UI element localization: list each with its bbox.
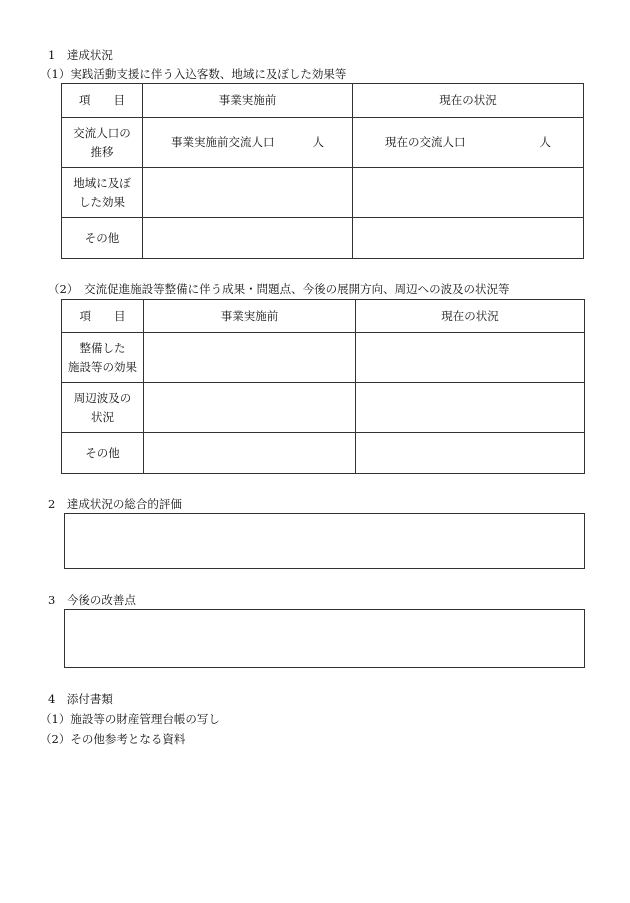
table-row [62,433,585,474]
header-before: 事業実施前 [143,84,353,118]
cell-before-facility-effect[interactable] [144,333,356,383]
header-item: 項 目 [62,84,143,118]
cell-current-facility-effect[interactable] [356,333,585,383]
cell-before-visitors[interactable] [143,118,353,168]
cell-current-visitors[interactable] [353,118,584,168]
table-row [62,118,584,168]
row-label-other: その他 [62,218,143,259]
attachment-item-1: （1）施設等の財産管理台帳の写し [40,712,220,726]
before-visitors-unit: 人 [312,135,324,149]
current-visitors-unit: 人 [539,135,551,149]
table-header-row [62,84,584,118]
section2-heading: 2 達成状況の総合的評価 [48,497,182,511]
effects-table [61,83,584,259]
row-label-regional-effect: 地域に及ぼ した効果 [62,168,143,218]
header-current: 現在の状況 [356,300,585,333]
table-row [62,333,585,383]
table-row [62,218,584,259]
row-label-facility-effect: 整備した 施設等の効果 [62,333,144,383]
table-row [62,383,585,433]
improvements-box[interactable] [64,609,585,668]
before-visitors-label: 事業実施前交流人口 [171,135,275,149]
table-row [62,168,584,218]
row-label-other: その他 [62,433,144,474]
cell-before-spillover[interactable] [144,383,356,433]
cell-before-regional-effect[interactable] [143,168,353,218]
row-label-spillover: 周辺波及の 状況 [62,383,144,433]
cell-before-other[interactable] [144,433,356,474]
cell-current-other[interactable] [353,218,584,259]
row-label-visitors: 交流人口の 推移 [62,118,143,168]
cell-before-other[interactable] [143,218,353,259]
section1-heading: 1 達成状況 [48,48,113,62]
cell-current-spillover[interactable] [356,383,585,433]
attachment-item-2: （2）その他参考となる資料 [40,732,186,746]
table-header-row [62,300,585,333]
current-visitors-label: 現在の交流人口 [385,135,466,149]
section1-sub1-title: （1）実践活動支援に伴う入込客数、地域に及ぼした効果等 [40,67,347,81]
section3-heading: 3 今後の改善点 [48,593,136,607]
header-item: 項 目 [62,300,144,333]
overall-evaluation-box[interactable] [64,513,585,569]
cell-current-other[interactable] [356,433,585,474]
cell-current-regional-effect[interactable] [353,168,584,218]
facility-table [61,299,585,474]
section1-sub2-title: （2） 交流促進施設等整備に伴う成果・問題点、今後の展開方向、周辺への波及の状況等 [48,282,510,296]
section4-heading: 4 添付書類 [48,692,113,706]
header-current: 現在の状況 [353,84,584,118]
header-before: 事業実施前 [144,300,356,333]
